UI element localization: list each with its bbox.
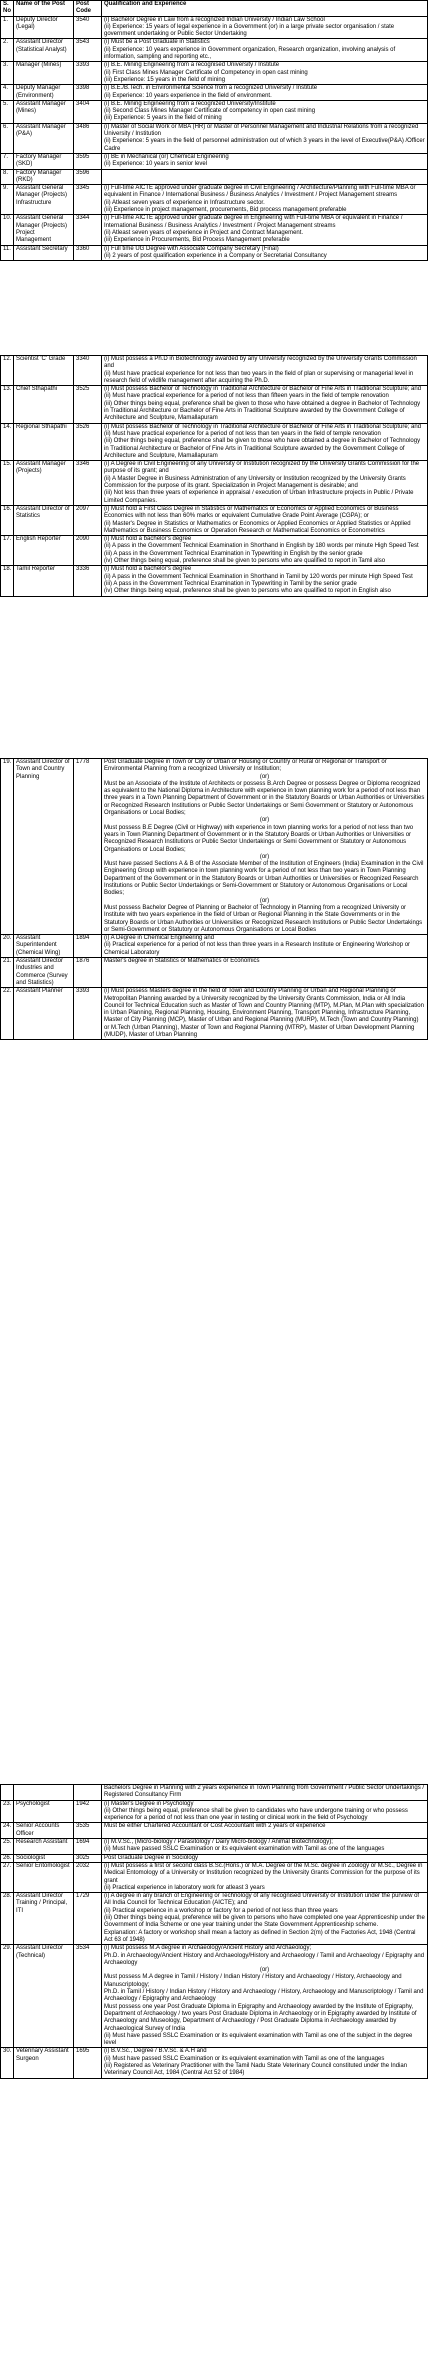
qualification-line: (ii) Must have passed SSLC Examination or its equivalent examination with Tamil as one of the languages [104, 2055, 385, 2062]
cell-sno: 21. [1, 958, 14, 988]
cell-post-name: Factory Manager (SKD) [14, 153, 74, 169]
table-row [1, 123, 428, 153]
cell-post-code: 3398 [74, 85, 102, 101]
cell-post-code: 1942 [74, 1800, 102, 1823]
qualifications-table-part4 [0, 1784, 428, 2079]
cell-qualification [102, 100, 428, 123]
cell-post-code: 2097 [74, 505, 102, 535]
cell-sno: 30. [1, 2048, 14, 2078]
qualification-line: (ii) Second Class Mines Manager Certificate of competency in open cast mining [104, 108, 316, 115]
cell-sno: 5. [1, 100, 14, 123]
qualification-line: (or) [259, 773, 270, 780]
cell-post-name: Veterinary Assistant Surgeon [14, 2048, 74, 2078]
qualifications-table-part3 [0, 758, 428, 1040]
table-body-3 [1, 759, 428, 1040]
cell-post-name: Manager (Mines) [14, 62, 74, 85]
cell-post-code: 1695 [74, 2048, 102, 2078]
table-section-3 [0, 758, 428, 1040]
qualification-line: (ii) Other things being equal, preference shall be given to candidates who have undergone training or who possess experience for a period of not less than one year in testing or clinical work in the field of Psychology [104, 1807, 408, 1822]
table-row [1, 536, 428, 566]
qualification-line: Bachelors Degree in Planning with 2 years experience in Town Planning from Government / Public Sector Undertakings / Registered Consultancy Firm [104, 1785, 425, 1799]
cell-qualification [102, 423, 428, 460]
cell-qualification [102, 1839, 428, 1855]
table-row [1, 16, 428, 39]
cell-post-code: 1694 [74, 1839, 102, 1855]
cell-post-name: Assistant Director of Town and Country Planning [14, 759, 74, 935]
qualification-line: (iii) Experience: 15 years in the field of mining [104, 76, 226, 83]
qualification-line: (i) A Degree in Chemical Engineering and [104, 935, 215, 942]
cell-post-code: 3393 [74, 62, 102, 85]
cell-qualification [102, 566, 428, 596]
cell-qualification [102, 935, 428, 958]
qualification-line: (i) Must be a Post Graduate in Statistics [104, 39, 210, 46]
table-body-1 [1, 16, 428, 261]
cell-qualification [102, 215, 428, 245]
cell-post-name: Senior Entomologist [14, 1862, 74, 1892]
table-row [1, 39, 428, 62]
cell-sno: 29. [1, 1945, 14, 2048]
qualification-line: (ii) Practical experience in a workshop or factory for a period of not less than three years [104, 1907, 338, 1914]
cell-post-code: 3595 [74, 153, 102, 169]
qualification-line: Must possess Bachelor Degree of Planning or Bachelor of Technology in Planning from a recognized University or Institute with two years experience in the field of Urban or Regional Planning in the State Governments or in the Statutory Boards or Urban Authorities or Universities or Recognized Research Institutions or Public Sector Undertakings or Semi-Government or Statutory or Autonomous Organisations or Local Bodies [104, 904, 423, 933]
cell-qualification [102, 505, 428, 535]
qualification-line: (ii) Experience: 10 years in senior level [104, 161, 208, 168]
cell-sno: 9. [1, 185, 14, 215]
cell-qualification [102, 85, 428, 101]
cell-qualification [102, 2048, 428, 2078]
cell-post-name: Deputy Director (Legal) [14, 16, 74, 39]
cell-post-name: Assistant Director Industries and Commerce (Survey and Statistics) [14, 958, 74, 988]
cell-qualification [102, 1785, 428, 1801]
cell-qualification [102, 39, 428, 62]
qualification-line: (ii) Experience: 5 years in the field of personnel administration out of which 3 years in the level of Executive(P&A) /Officer Cadre [104, 138, 425, 152]
qualification-line: (i) Full-time AICTE approved under graduate degree in Engineering with Full-time MBA or equivalent in Finance / International Business / Business Analytics / Investment / Project Management streams [104, 215, 403, 229]
cell-qualification [102, 536, 428, 566]
cell-post-code: 3543 [74, 39, 102, 62]
table-row [1, 1823, 428, 1839]
qualification-line: (i) B.V.Sc., Degree / B.V.Sc. & A.H and [104, 2048, 207, 2055]
cell-post-code: 3534 [74, 1945, 102, 2048]
qualifications-table-part2 [0, 355, 428, 597]
qualification-line: (i) Bachelor Degree in Law from a recognized Indian University / Indian Law School [104, 16, 325, 23]
cell-post-code: 3360 [74, 245, 102, 261]
qualification-line: (or) [259, 1967, 270, 1974]
cell-post-code: 3340 [74, 356, 102, 386]
cell-post-name [14, 1785, 74, 1801]
cell-qualification [102, 185, 428, 215]
qualification-line: (iii) Experience in project management, procurements, Bid process management preferable [104, 207, 347, 214]
qualification-line: (i) Must possess Bachelor of Technology in Traditional Architecture or Bachelor of Fine Arts in Traditional Sculpture; and [104, 386, 422, 393]
cell-sno [1, 1785, 14, 1801]
header-sno: S. No [1, 1, 14, 17]
cell-post-code: 3344 [74, 215, 102, 245]
cell-sno: 11. [1, 245, 14, 261]
cell-post-code [74, 1785, 102, 1801]
cell-sno: 18. [1, 566, 14, 596]
qualification-line: (iii) Other things being equal, preference shall be given to those who have obtained a degree in Bachelor of Technology in Traditional Architecture or Bachelor of Fine Arts in Traditional Sculpture awarded by the Government College of Architecture and Sculpture, Mamallapuram [104, 400, 421, 422]
table-row [1, 356, 428, 386]
qualification-line: (ii) A pass in the Government Technical Examination in Shorthand in English by 180 words per minute High Speed Test [104, 543, 419, 550]
cell-qualification [102, 958, 428, 988]
cell-post-code: 3540 [74, 16, 102, 39]
cell-sno: 6. [1, 123, 14, 153]
qualification-line: (i) B.E./B.Tech. in Environmental Science from a recognized University / Institute [104, 85, 318, 92]
cell-post-name: Senior Accounts Officer [14, 1823, 74, 1839]
qualification-line: Must possess B.E Degree (Civil or Highway) with experience in town planning works for a period of not less than two years in Town Planning Department of Government or in the Statutory Boards or Urban Authorities or Universities or Recognized Research Institutions or Public Sector Undertakings or Semi Government or Statutory or Autonomous Organisations or Local Bodies; [104, 824, 414, 853]
qualification-line: (i) M.V.Sc., (Micro-biology / Parasitology / Dairy Micro-biology / Animal Biotechnology); [104, 1839, 333, 1846]
cell-post-code: 3486 [74, 123, 102, 153]
cell-sno: 13. [1, 386, 14, 423]
cell-qualification [102, 245, 428, 261]
cell-post-name: Research Assistant [14, 1839, 74, 1855]
table-row [1, 935, 428, 958]
cell-post-name: Psychologist [14, 1800, 74, 1823]
table-row [1, 958, 428, 988]
cell-qualification [102, 988, 428, 1040]
cell-post-name: English Reporter [14, 536, 74, 566]
qualification-line: (ii) First Class Mines Manager Certificate of Competency in open cast mining [104, 69, 308, 76]
table-row [1, 1800, 428, 1823]
cell-post-code: 1778 [74, 759, 102, 935]
cell-post-code: 3025 [74, 1854, 102, 1862]
qualification-line: (ii) Atleast seven years of experience in Project and Contract Management. [104, 229, 304, 236]
cell-post-code: 3336 [74, 566, 102, 596]
cell-post-name: Sociologist [14, 1854, 74, 1862]
cell-post-code: 2090 [74, 536, 102, 566]
table-section-1 [0, 0, 428, 261]
qualification-line: (iii) A pass in the Government Technical Examination in Typewriting in English by the senior grade [104, 550, 363, 557]
cell-post-name: Assistant Planner [14, 988, 74, 1040]
cell-post-code: 3526 [74, 423, 102, 460]
cell-qualification [102, 356, 428, 386]
cell-qualification [102, 1862, 428, 1892]
cell-post-name: Deputy Manager (Environment) [14, 85, 74, 101]
cell-post-name: Assistant General Manager (Projects) Project Management [14, 215, 74, 245]
qualification-line: (i) A degree in any branch of Engineering or Technology of any recognised University or Institution under the purview of All India Council for Technical Education (AICTE); and [104, 1893, 420, 1907]
qualification-line: (i) Full time UG Degree with Associate Company Secretary (Final) [104, 245, 279, 252]
qualification-line: (i) Full-time AICTE approved under graduate degree in Civil Engineering / Architecture/Planning with Full-time MBA or equivalent in Finance / International Business / Business Analytics / Investment / Project Management streams [104, 185, 416, 199]
table-row [1, 423, 428, 460]
cell-qualification [102, 1945, 428, 2048]
cell-sno: 12. [1, 356, 14, 386]
table-section-2 [0, 355, 428, 597]
qualification-line: (i) Must possess a first or second class B.Sc.(Hons.) or M.A. Degree or the M.Sc. degree in Zoology or M.Sc., Degree in Medical Entomology of a University or Institution recognized by the University Grants Commission for the purpose of its grant [104, 1862, 423, 1884]
qualification-line: (ii) A Master Degree in Business Administration of any University or Institution recognized by the University Grants Commission for the purpose of its grant. Specialization in Project Management is desirable; and [104, 475, 406, 490]
header-post-name: Name of the Post [14, 1, 74, 17]
qualification-line: (ii) Practical experience for a period of not less than three years in a Research Institute or Engineering Workshop or Chemical Laboratory [104, 942, 411, 956]
cell-post-name: Assistant Director (Technical) [14, 1945, 74, 2048]
cell-sno: 8. [1, 169, 14, 185]
qualification-line: Post Graduate Degree in Town or City or Urban or Housing or Country or Rural or Regional or Transport or Environmental Planning from a recognized University or Institution; [104, 759, 387, 773]
table-row [1, 505, 428, 535]
qualification-line: Must possess M.A degree in Tamil / History / Indian History / History and Archaeology / History, Archaeology and Manuscriptology; [104, 1974, 402, 1988]
cell-sno: 27. [1, 1862, 14, 1892]
cell-post-code: 3596 [74, 169, 102, 185]
cell-sno: 17. [1, 536, 14, 566]
table-row [1, 153, 428, 169]
qualification-line: (iv) Other things being equal, preference shall be given to persons who are qualified to report in Tamil also [104, 558, 386, 565]
qualification-line: (or) [259, 853, 270, 860]
cell-sno: 16. [1, 505, 14, 535]
table-row [1, 1854, 428, 1862]
table-row [1, 386, 428, 423]
qualification-line: (i) Must possess M.A degree in Archaeology/Ancient History and Archaeology; [104, 1945, 312, 1952]
cell-post-code: 3393 [74, 988, 102, 1040]
qualification-line: (i) Master's Degree in Psychology [104, 1800, 194, 1807]
cell-qualification [102, 62, 428, 85]
cell-sno: 3. [1, 62, 14, 85]
cell-post-code: 3535 [74, 1823, 102, 1839]
table-row [1, 1893, 428, 1945]
cell-sno: 25. [1, 1839, 14, 1855]
cell-post-name: Tamil Reporter [14, 566, 74, 596]
cell-post-name: Assistant Superintendent (Chemical Wing) [14, 935, 74, 958]
qualification-line: (ii) Must have passed SSLC Examination or its equivalent examination with Tamil as one of the subject in the degree level [104, 2032, 413, 2047]
table-row [1, 988, 428, 1040]
cell-qualification [102, 1823, 428, 1839]
cell-post-code: 2032 [74, 1862, 102, 1892]
cell-qualification [102, 461, 428, 506]
qualification-line: (or) [259, 897, 270, 904]
qualification-line: (iii) Other things being equal, preference shall be given to those who have obtained a degree in Bachelor of Technology in Traditional Architecture or Bachelor of Fine Arts in Traditional Sculpture awarded by the Government College of Architecture and Sculpture, Mamallapuram [104, 438, 421, 459]
cell-post-name: Assistant Manager (Mines) [14, 100, 74, 123]
cell-qualification [102, 1800, 428, 1823]
table-body-4 [1, 1785, 428, 2079]
qualification-line: (iii) Registered as Veterinary Practitioner with the Tamil Nadu State Veterinary Council constituted under the Indian Veterinary Council Act, 1984 (Central Act 52 of 1984) [104, 2062, 408, 2077]
qualification-line: Post Graduate Degree in Sociology [104, 1854, 199, 1861]
cell-post-code: 3525 [74, 386, 102, 423]
table-row [1, 85, 428, 101]
cell-post-name: Assistant Director (Statistical Analyst) [14, 39, 74, 62]
cell-sno: 22. [1, 988, 14, 1040]
cell-sno: 23. [1, 1800, 14, 1823]
cell-post-name: Assistant Director Training / Principal, ITI [14, 1893, 74, 1945]
cell-post-name: Assistant General Manager (Projects) Infrastructure [14, 185, 74, 215]
table-row [1, 1785, 428, 1801]
qualification-line: (ii) Atleast seven years of experience in Infrastructure sector. [104, 199, 265, 206]
table-row [1, 759, 428, 935]
table-row [1, 2048, 428, 2078]
table-row [1, 100, 428, 123]
qualification-line: (i) Master of Social Work or MBA (HR) or Master of Personnel Management and Industrial Relations from a recognized University / Institution [104, 123, 419, 138]
qualification-line: Must have passed Sections A & B of the Associate Member of the Institution of Engineers (India) Examination in the Civil Engineering Group with experience in town planning work for a period of not less than two years in Town Planning Department of the Government or in the Statutory Boards or Urban Authorities or Universities or Recognized Research Institutions or Public Sector Undertakings or Semi-Government or Statutory or Autonomous Organisations or Local Bodies; [104, 861, 424, 897]
qualification-line: (i) BE in Mechanical (or) Chemical Engineering [104, 153, 229, 160]
qualification-line: (i) Must possess Bachelor of Technology in Traditional Architecture or Bachelor of Fine Arts in Traditional Sculpture; and [104, 423, 422, 430]
cell-sno: 26. [1, 1854, 14, 1862]
qualification-line: (i) Must possess Masters degree in the field of Town and Country Planning or Urban and Regional Planning or Metropolitan Planning awarded by a University recognized by the University Grants Commission, India or All India Council for Technical Education such as Master of Town and Country Planning (MTP), M.Plan, M.Plan with specialization in Urban Planning, Regional Planning, Housing, Environment Planning, Transport Planning, Infrastructure Planning, Master of City Planning (MCP), Master of Urban and Regional Planning (MURP), M.Tech (Town and Country Planning) or M.Tech (Urban Planning), Master of Town and Regional Planning (MTRP), Master of Urban Development Planning (MUDP), Master of Urban Planning [104, 988, 424, 1038]
table-row [1, 1862, 428, 1892]
cell-sno: 19. [1, 759, 14, 935]
qualification-line: (iii) Experience: 5 years in the field of mining [104, 115, 222, 122]
cell-sno: 24. [1, 1823, 14, 1839]
qualification-line: (ii) Experience: 10 years experience in the field of environment. [104, 92, 272, 99]
cell-post-name: Assistant Director of Statistics [14, 505, 74, 535]
qualification-line: (i) Must hold a bachelor's degree [104, 566, 192, 573]
qualification-line: Explanation: A factory or workshop shall mean a factory as defined in Section 2(m) of the Factories Act, 1948 (Central Act 63 of 1948) [104, 1929, 416, 1943]
table-row [1, 1839, 428, 1855]
qualification-line: (iii) Other things being equal, preference will be given to persons who have completed one year Apprenticeship under the Government of India Scheme or one year training under the State Government Apprenticeship scheme. [104, 1915, 425, 1929]
cell-qualification [102, 153, 428, 169]
cell-sno: 4. [1, 85, 14, 101]
qualification-line: (i) B.E. Mining Engineering from a recognized University/Institute [104, 100, 276, 107]
table-row [1, 1945, 428, 2048]
table-row [1, 215, 428, 245]
qualification-line: Ph.D. in Archaeology/Ancient History and Archaeology/History and Archaeology / Tamil and Archaeology / Epigraphy and Archaeology [104, 1952, 425, 1966]
table-row [1, 566, 428, 596]
qualification-line: (ii) Master's Degree in Statistics or Mathematics or Economics or Applied Economics or Applied Statistics or Applied Mathematics or Business Economics or Operation Research or Mathematical Economics or Econometrics [104, 520, 411, 534]
qualification-line: (ii) A pass in the Government Technical Examination in Shorthand in Tamil by 120 words per minute High Speed Test [104, 573, 413, 580]
cell-sno: 14. [1, 423, 14, 460]
cell-post-name: Regional Sthapathi [14, 423, 74, 460]
qualification-line: (ii) 2 years of post qualification experience in a Company or Secretarial Consultancy [104, 252, 327, 259]
qualification-line: (i) Must possess a Ph.D in Biotechnology awarded by any University recognized by the University Grants Commission and [104, 356, 417, 370]
cell-post-code: 3345 [74, 185, 102, 215]
table-row [1, 245, 428, 261]
qualification-line: Must possess one year Post Graduate Diploma in Epigraphy and Archaeology awarded by the Institute of Epigraphy, Department of Archaeology / two years Post Graduate Diploma in Archaeology or in Epigraphy awarded by Institute of Archaeology and Museology, Department of Archaeology / Post Graduate Diploma in Archaeology awarded by Archaeological Survey of India [104, 2003, 417, 2032]
qualification-line: (iv) Other things being equal, preference shall be given to persons who are qualified to report in English also [104, 588, 391, 595]
qualification-line: Must be either Chartered Accountant or Cost Accountant with 2 years of experience [104, 1823, 326, 1830]
qualification-line: (ii) Must have practical experience for a period of not less than ten years in the field of temple renovation [104, 430, 381, 437]
cell-sno: 28. [1, 1893, 14, 1945]
table-section-4 [0, 1784, 428, 2079]
qualification-line: (i) Must hold a First Class Degree in Statistics or Mathematics or Economics or Applied Economics or Business Economics with not less than 60% marks or equivalent Cumulative Grade Point Average (CGPA); or [104, 505, 399, 520]
qualification-line: (ii) Must have practical experience for a period of not less than fifteen years in the field of temple renovation [104, 393, 389, 400]
cell-post-name: Factory Manager (RKD) [14, 169, 74, 185]
header-post-code: Post Code [74, 1, 102, 17]
qualification-line: (ii) Must have practical experience for not less than two years in the field of plan or supervising or managerial level in research field of wildlife management after acquiring the Ph.D. [104, 370, 414, 384]
qualification-line: (ii) Experience: 15 years of legal experience in a Government (or) in a large private sector organisation / state government undertaking or Public Sector Undertaking [104, 23, 395, 38]
table-body-2 [1, 356, 428, 597]
qualification-line: (i) A Degree in Civil Engineering of any University or Institution recognized by the University Grants Commission for the purpose of its grant; and [104, 461, 420, 475]
cell-qualification [102, 1893, 428, 1945]
cell-sno: 7. [1, 153, 14, 169]
table-header-row [1, 1, 428, 17]
cell-sno: 1. [1, 16, 14, 39]
qualification-line: (ii) Must have passed SSLC Examination or its equivalent examination with Tamil as one of the languages [104, 1846, 385, 1853]
cell-post-name: Assistant Secretary [14, 245, 74, 261]
cell-sno: 2. [1, 39, 14, 62]
cell-qualification [102, 169, 428, 185]
qualification-line: (iii) Not less than three years of experience in appraisal / execution of Urban Infrastructure projects in Public / Private Limited Companies. [104, 490, 414, 504]
cell-post-code: 1729 [74, 1893, 102, 1945]
cell-post-code: 3346 [74, 461, 102, 506]
table-row [1, 62, 428, 85]
cell-qualification [102, 759, 428, 935]
qualification-line: (or) [259, 817, 270, 824]
cell-qualification [102, 1854, 428, 1862]
qualification-line: Must be an Associate of the Institute of Architects or possess B.Arch Degree or possess Degree or Diploma recognized as equivalent to the National Diploma in Architecture with experience in town planning work for a period of not less than three years in a Town Planning Department of Government or in the Statutory Boards or Urban Authorities or Universities or Recognized Research Institutions or Public Sector Undertakings or Semi Government or Statutory or Autonomous Organisations or Local Bodies; [104, 780, 425, 817]
cell-sno: 10. [1, 215, 14, 245]
cell-sno: 15. [1, 461, 14, 506]
table-row [1, 169, 428, 185]
cell-sno: 20. [1, 935, 14, 958]
cell-qualification [102, 123, 428, 153]
cell-qualification [102, 16, 428, 39]
qualification-line: (i) B.E. Mining Engineering from a recognised University / Institute [104, 62, 280, 69]
cell-post-name: Assistant Manager (Projects) [14, 461, 74, 506]
cell-post-code: 1894 [74, 935, 102, 958]
qualification-line: (i) Must hold a bachelor's degree [104, 536, 192, 543]
cell-post-name: Assistant Manager (P&A) [14, 123, 74, 153]
cell-post-name: Chief Sthapathi [14, 386, 74, 423]
qualification-line: (ii) Experience: 10 years experience in Government organization, Research organization, involving analysis of information, sampling and reporting etc., [104, 46, 396, 61]
cell-post-code: 3404 [74, 100, 102, 123]
cell-qualification [102, 386, 428, 423]
qualification-line: (iii) A pass in the Government Technical Examination in Typewriting in Tamil by the senior grade [104, 580, 357, 587]
cell-post-name: Scientist 'C' Grade [14, 356, 74, 386]
cell-post-code: 1876 [74, 958, 102, 988]
qualification-line: Ph.D. in Tamil / History / Indian History / History and Archaeology / History, Archaeology and Manuscriptology / Tamil and Archaeology / Epigraphy and Archaeology [104, 1989, 424, 2003]
qualifications-table-part1 [0, 0, 428, 261]
qualification-line: Master's degree in Statistics or Mathematics or Economics [104, 958, 260, 965]
qualification-line: (ii) Practical experience in laboratory work for atleast 3 years [104, 1884, 265, 1891]
table-row [1, 185, 428, 215]
qualification-line: (iii) Experience in Procurements, Bid Process Management preferable [104, 237, 290, 244]
header-qualification: Qualification and Experience [102, 1, 428, 17]
table-row [1, 461, 428, 506]
